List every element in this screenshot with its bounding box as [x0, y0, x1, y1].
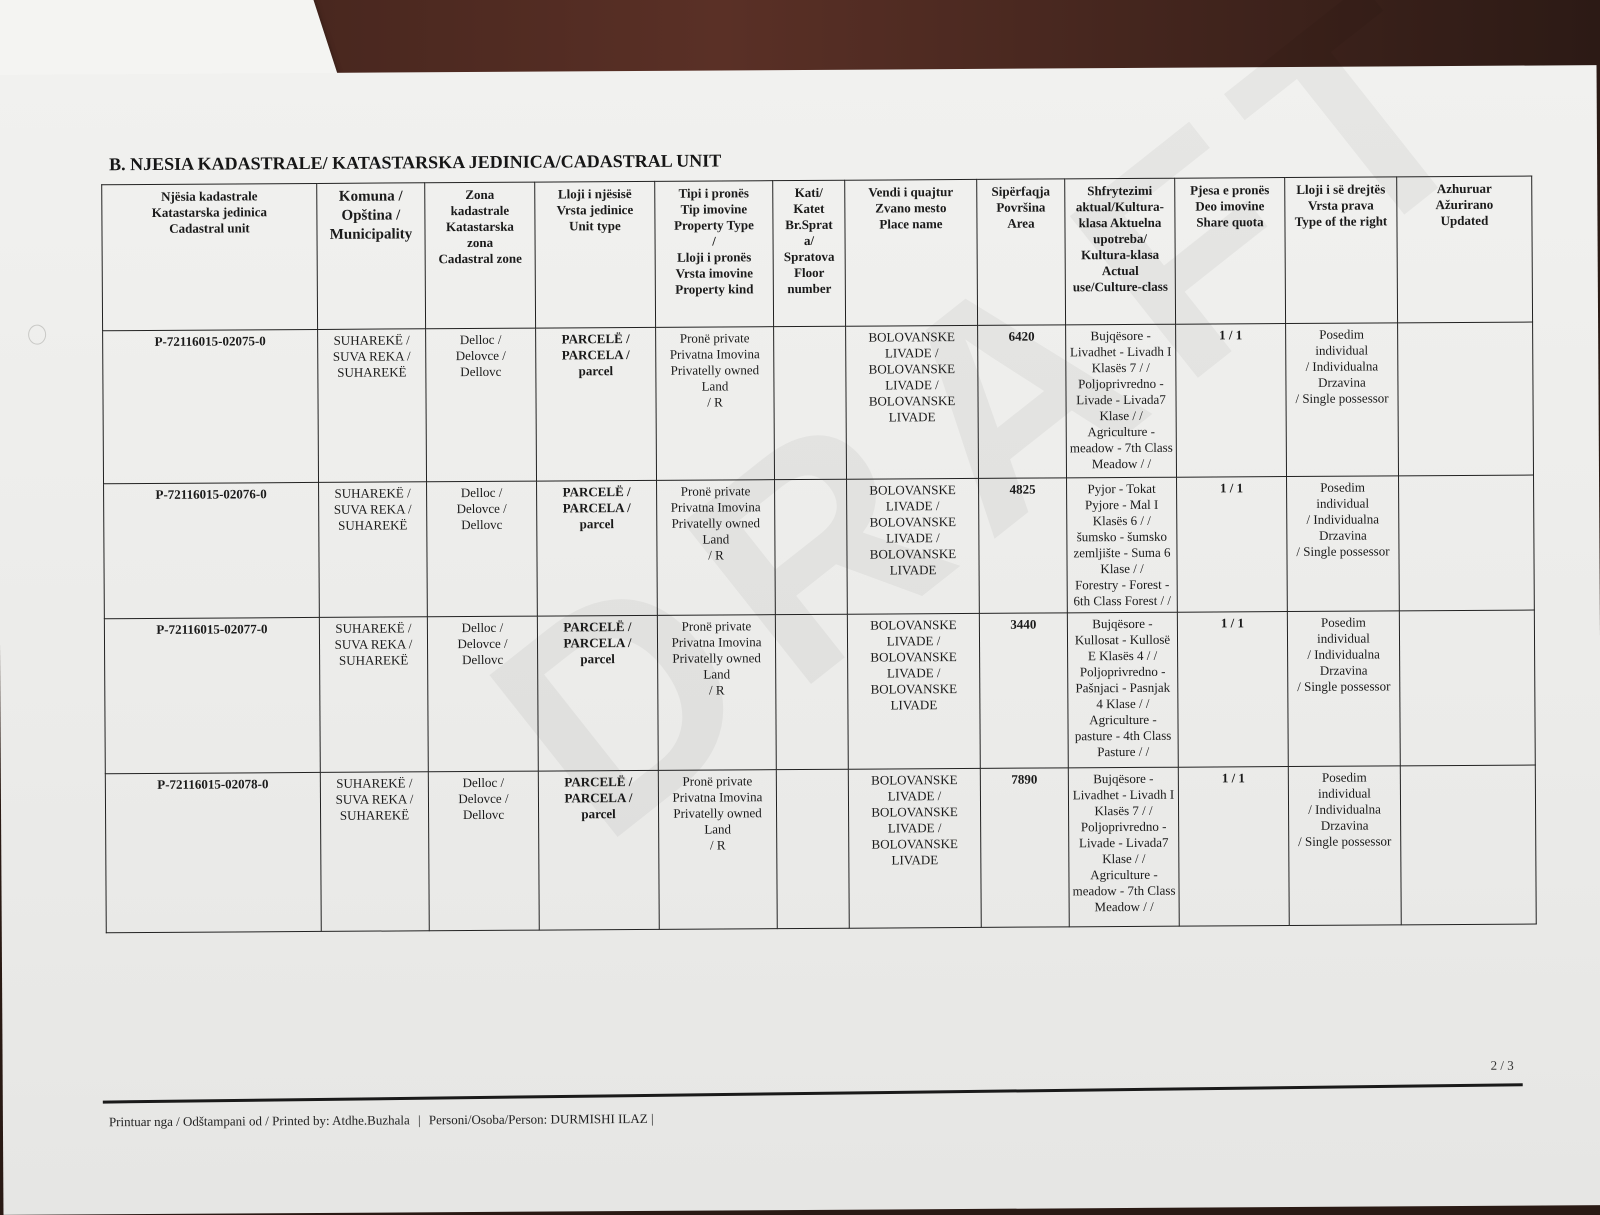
cell-share-quota: 1 / 1 — [1177, 612, 1288, 768]
cell-place-name: BOLOVANSKE LIVADE / BOLOVANSKE LIVADE / BOLOVANSKE LIVADE — [846, 325, 979, 479]
header-area: Sipërfaqja Površina Area — [977, 179, 1066, 326]
cell-municipality: SUHAREKË / SUVA REKA / SUHAREKË — [319, 617, 428, 773]
footer-rule — [103, 1083, 1523, 1103]
cell-unit-id: P-72116015-02075-0 — [103, 329, 319, 483]
header-type-of-right: Lloji i së drejtës Vrsta prava Type of the right — [1285, 177, 1398, 324]
cell-property-type: Pronë private Privatna Imovina Privatelly owned Land / R — [657, 480, 776, 616]
cell-zone: Delloc / Delovce / Dellovc — [428, 771, 539, 931]
cell-updated — [1399, 610, 1535, 766]
cell-actual-use: Bujqësore - Livadhet - Livadh I Klasës 7 / / Poljoprivredno - Livade - Livada7 Klase / / Agriculture - meadow - 7th Class Meadow / / — [1068, 767, 1179, 927]
cell-unit-type: PARCELË / PARCELA / parcel — [537, 480, 658, 616]
cell-share-quota: 1 / 1 — [1178, 767, 1289, 927]
punch-hole — [28, 325, 46, 345]
header-municipality: Komuna / Opština / Municipality — [317, 183, 426, 330]
header-property-type: Tipi i pronës Tip imovine Property Type / Lloji i pronës Vrsta imovine Property kind — [655, 181, 774, 328]
header-actual-use: Shfrytezimi aktual/Kultura- klasa Aktuelna upotreba/ Kultura-klasa Actual use/Culture-class — [1065, 178, 1176, 325]
header-cadastral-zone: Zona kadastrale Katastarska zona Cadastral zone — [425, 182, 536, 329]
cell-updated — [1399, 475, 1535, 611]
cell-floor — [775, 479, 848, 614]
cell-type-of-right: Posedim individual / Individualna Drzavina / Single possessor — [1288, 766, 1401, 926]
table-body — [103, 322, 1537, 933]
cell-share-quota: 1 / 1 — [1177, 477, 1288, 613]
cell-floor — [774, 326, 847, 479]
table-header-row — [102, 176, 1533, 331]
page-number: 2 / 3 — [1490, 1057, 1514, 1073]
cell-unit-type: PARCELË / PARCELA / parcel — [538, 770, 659, 930]
cell-area: 4825 — [979, 478, 1068, 614]
cell-area: 6420 — [978, 325, 1067, 479]
cell-unit-type: PARCELË / PARCELA / parcel — [537, 615, 658, 771]
cell-municipality: SUHAREKË / SUVA REKA / SUHAREKË — [318, 329, 427, 483]
header-place-name: Vendi i quajtur Zvano mesto Place name — [845, 179, 978, 326]
cell-floor — [775, 614, 848, 769]
header-share-quota: Pjesa e pronës Deo imovine Share quota — [1175, 178, 1286, 325]
cell-area: 3440 — [979, 613, 1068, 769]
cell-unit-type: PARCELË / PARCELA / parcel — [536, 327, 657, 481]
footer — [109, 1111, 654, 1130]
cadastral-unit-table — [101, 176, 1537, 934]
person-label: Personi/Osoba/Person: — [428, 1111, 548, 1128]
header-updated: Azhuruar Ažurirano Updated — [1397, 176, 1533, 323]
cell-zone: Delloc / Delovce / Dellovc — [427, 481, 538, 617]
cell-actual-use: Bujqësore - Livadhet - Livadh I Klasës 7 / / Poljoprivredno - Livade - Livada7 Klase / / Agriculture - meadow - 7th Class Meadow / / — [1066, 324, 1177, 478]
cell-property-type: Pronë private Privatna Imovina Privatelly owned Land / R — [656, 327, 775, 481]
cell-floor — [776, 769, 849, 928]
printed-by-name: Atdhe.Buzhala — [332, 1112, 410, 1128]
table-row — [103, 322, 1534, 484]
header-floor-number: Kati/ Katet Br.Sprat a/ Spratova Floor number — [773, 180, 846, 326]
table-row — [104, 475, 1535, 619]
cell-updated — [1398, 322, 1534, 476]
cell-place-name: BOLOVANSKE LIVADE / BOLOVANSKE LIVADE / BOLOVANSKE LIVADE — [847, 478, 980, 614]
cell-unit-id: P-72116015-02076-0 — [104, 482, 320, 618]
cell-place-name: BOLOVANSKE LIVADE / BOLOVANSKE LIVADE / BOLOVANSKE LIVADE — [847, 613, 980, 769]
cell-unit-id: P-72116015-02077-0 — [104, 617, 320, 773]
cell-property-type: Pronë private Privatna Imovina Privatelly owned Land / R — [658, 770, 777, 930]
document-page — [0, 65, 1600, 1215]
cell-municipality: SUHAREKË / SUVA REKA / SUHAREKË — [320, 772, 429, 932]
cell-unit-id: P-72116015-02078-0 — [105, 772, 321, 932]
header-cadastral-unit: Njësia kadastrale Katastarska jedinica Cadastral unit — [102, 183, 318, 330]
footer-separator: | — [417, 1112, 421, 1128]
person-name: DURMISHI ILAZ | — [550, 1110, 654, 1127]
cell-municipality: SUHAREKË / SUVA REKA / SUHAREKË — [319, 482, 428, 618]
header-unit-type: Lloji i njësisë Vrsta jedinice Unit type — [535, 181, 656, 328]
cell-share-quota: 1 / 1 — [1176, 324, 1287, 478]
cell-zone: Delloc / Delovce / Dellovc — [426, 328, 537, 482]
section-title: B. NJESIA KADASTRALE/ KATASTARSKA JEDINICA/CADASTRAL UNIT — [109, 150, 722, 175]
cell-type-of-right: Posedim individual / Individualna Drzavina / Single possessor — [1287, 611, 1400, 767]
cell-updated — [1400, 765, 1536, 925]
cell-type-of-right: Posedim individual / Individualna Drzavina / Single possessor — [1287, 476, 1400, 612]
printed-by-label: Printuar nga / Odštampani od / Printed by: — [108, 1112, 330, 1130]
cell-property-type: Pronë private Privatna Imovina Privatelly owned Land / R — [657, 615, 776, 771]
cell-actual-use: Pyjor - Tokat Pyjore - Mal I Klasës 6 / / šumsko - šumsko zemljište - Suma 6 Klase / / Forestry - Forest - 6th Class Forest / / — [1067, 477, 1178, 613]
cell-place-name: BOLOVANSKE LIVADE / BOLOVANSKE LIVADE / BOLOVANSKE LIVADE — [848, 768, 981, 928]
cell-area: 7890 — [980, 768, 1069, 928]
table-row — [104, 610, 1535, 774]
cell-type-of-right: Posedim individual / Individualna Drzavina / Single possessor — [1286, 323, 1399, 477]
table-row — [105, 765, 1536, 933]
cell-zone: Delloc / Delovce / Dellovc — [427, 616, 538, 772]
cell-actual-use: Bujqësore - Kullosat - Kullosë E Klasës 4 / / Poljoprivredno - Pašnjaci - Pasnjak 4 Klase / / Agriculture - pasture - 4th Class Pasture / / — [1067, 612, 1178, 768]
